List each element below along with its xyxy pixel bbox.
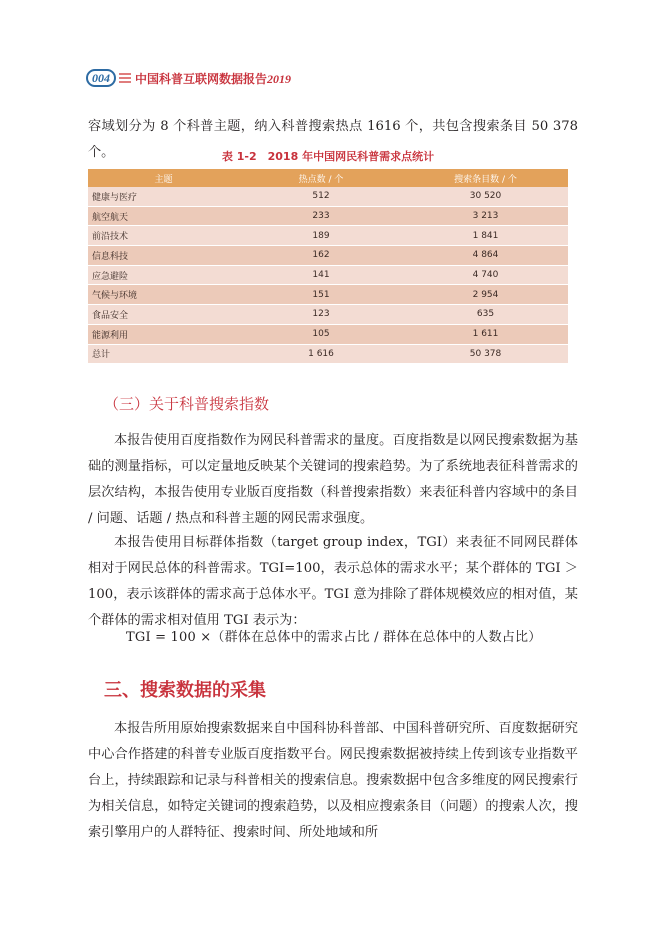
table-row	[88, 226, 568, 246]
entries-cell: 1 611	[403, 324, 568, 344]
table-row	[88, 324, 568, 344]
hotspots-cell: 151	[239, 285, 403, 305]
hotspots-cell: 233	[239, 206, 403, 226]
table-header-row	[88, 169, 568, 187]
column-header-entries: 搜索条目数 / 个	[403, 169, 568, 187]
topic-cell: 能源利用	[88, 324, 239, 344]
table-caption: 表 1-2 2018 年中国网民科普需求点统计	[221, 150, 435, 163]
topic-cell: 气候与环境	[88, 285, 239, 305]
entries-cell: 635	[403, 305, 568, 325]
data-collection-paragraph: 本报告所用原始搜索数据来自中国科协科普部、中国科普研究所、百度数据研究中心合作搭建的科普专业版百度指数平台。网民搜索数据被持续上传到该专业指数平台上，持续跟踪和记录与科普相关的搜索信息。搜索数据中包含多维度的网民搜索行为相关信息，如特定关键词的搜索趋势，以及相应搜索条目（问题）的搜索人次，搜索引擎用户的人群特征、搜索时间、所处地域和所	[88, 721, 578, 840]
entries-cell: 30 520	[403, 187, 568, 206]
hotspots-cell: 162	[239, 246, 403, 266]
page-number: 004	[86, 69, 116, 87]
hotspots-cell: 512	[239, 187, 403, 206]
topic-cell: 食品安全	[88, 305, 239, 325]
table-row	[88, 305, 568, 325]
entries-cell: 1 841	[403, 226, 568, 246]
entries-cell: 3 213	[403, 206, 568, 226]
hotspots-cell: 105	[239, 324, 403, 344]
header-stripe-icon	[119, 73, 131, 83]
intro-paragraph: 容域划分为 8 个科普主题，纳入科普搜索热点 1616 个，共包含搜索条目 50 378 个。	[88, 119, 578, 160]
book-year: 2019	[267, 71, 292, 86]
column-header-topic: 主题	[88, 169, 239, 187]
topic-cell: 前沿技术	[88, 226, 239, 246]
tgi-paragraph: 本报告使用目标群体指数（target group index，TGI）来表征不同网民群体相对于网民总体的科普需求。TGI=100，表示总体的需求水平；某个群体的 TGI ＞ 100，表示该群体的需求高于总体水平。TGI 意为排除了群体规模效应的相对值，某个群体的需求相对值用 TGI 表示为：	[88, 535, 578, 628]
hotspots-cell: 1 616	[239, 344, 403, 364]
topic-cell: 健康与医疗	[88, 187, 239, 206]
table-total-row	[88, 344, 568, 364]
topic-cell: 信息科技	[88, 246, 239, 266]
book-title: 中国科普互联网数据报告2019	[135, 71, 292, 86]
tgi-formula: TGI = 100 ×（群体在总体中的需求占比 / 群体在总体中的人数占比）	[126, 630, 542, 645]
science-demand-table	[88, 169, 568, 364]
table-row	[88, 187, 568, 206]
running-header	[86, 68, 291, 88]
entries-cell: 4 864	[403, 246, 568, 266]
table-row	[88, 285, 568, 305]
hotspots-cell: 141	[239, 265, 403, 285]
entries-cell: 50 378	[403, 344, 568, 364]
chapter-heading-data-collection: 三、搜索数据的采集	[104, 680, 266, 701]
hotspots-cell: 123	[239, 305, 403, 325]
baidu-index-paragraph: 本报告使用百度指数作为网民科普需求的量度。百度指数是以网民搜索数据为基础的测量指标，可以定量地反映某个关键词的搜索趋势。为了系统地表征科普需求的层次结构，本报告使用专业版百度指数（科普搜索指数）来表征科普内容域中的条目 / 问题、话题 / 热点和科普主题的网民需求强度。	[88, 433, 578, 526]
topic-cell: 航空航天	[88, 206, 239, 226]
table-row	[88, 265, 568, 285]
topic-cell: 应急避险	[88, 265, 239, 285]
section-heading-search-index: （三）关于科普搜索指数	[104, 395, 270, 413]
table-row	[88, 206, 568, 226]
entries-cell: 2 954	[403, 285, 568, 305]
table-row	[88, 246, 568, 266]
hotspots-cell: 189	[239, 226, 403, 246]
entries-cell: 4 740	[403, 265, 568, 285]
column-header-hotspots: 热点数 / 个	[239, 169, 403, 187]
topic-cell: 总计	[88, 344, 239, 364]
